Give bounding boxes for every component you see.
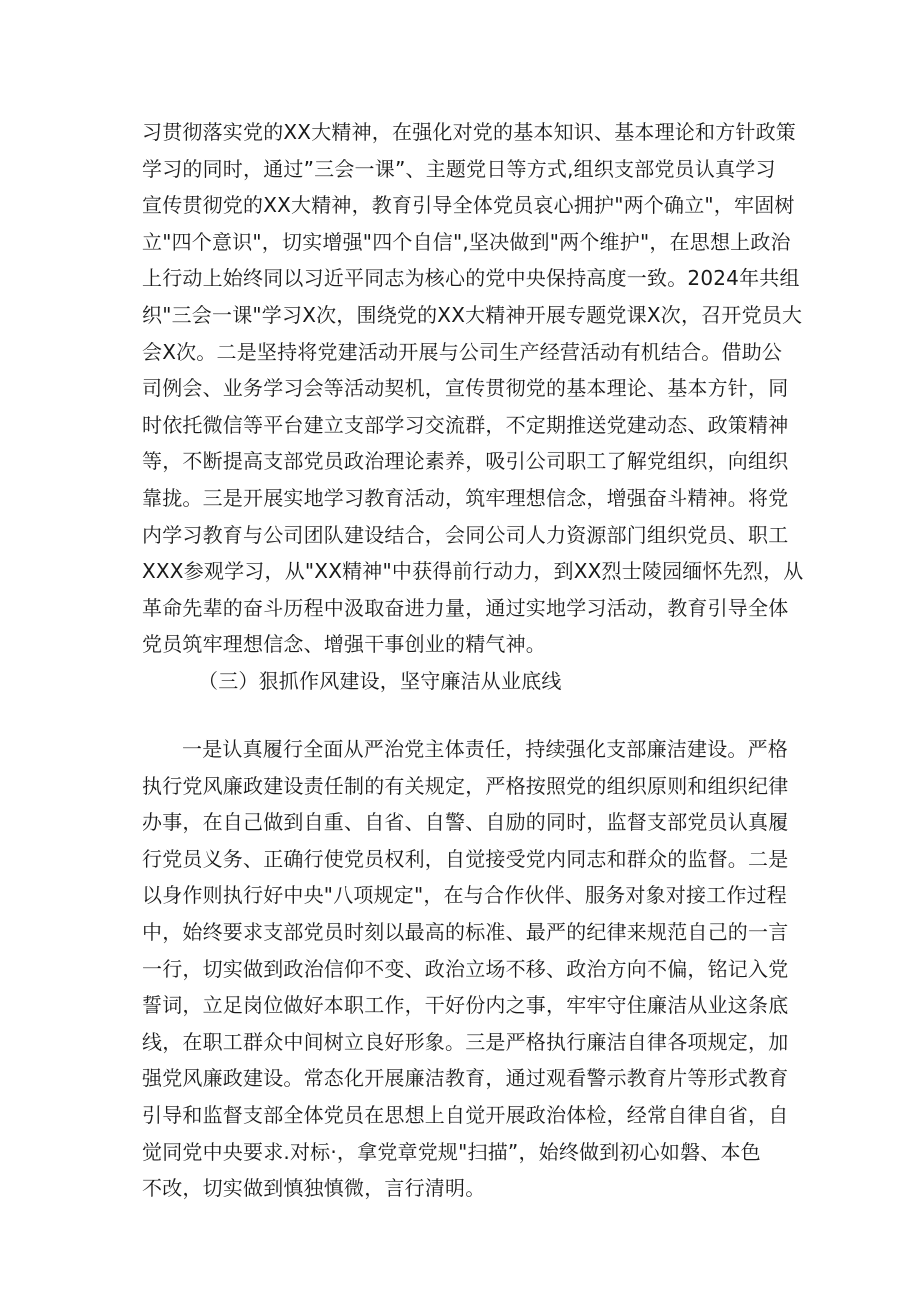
paragraph-line: 司例会、业务学习会等活动契机，宣传贯彻党的基本理论、基本方针，同 xyxy=(142,376,789,401)
paragraph-line: 行党员义务、正确行使党员权利，自觉接受党内同志和群众的监督。二是 xyxy=(142,846,789,871)
paragraph-line: 时依托微信等平台建立支部学习交流群，不定期推送党建动态、政策精神 xyxy=(142,412,789,437)
paragraph-line: 会X次。二是坚持将党建活动开展与公司生产经营活动有机结合。借助公 xyxy=(142,339,783,364)
paragraph-line: 引导和监督支部全体党员在思想上自觉开展政治体检，经常自律自省，自 xyxy=(142,1102,789,1127)
paragraph-line: 不改，切实做到慎独慎微，言行清明。 xyxy=(142,1176,486,1201)
paragraph-line: 学习的同时，通过”三会一课”、主题党日等方式,组织支部党员认真学习 xyxy=(142,156,776,181)
paragraph-line: 一是认真履行全面从严治党主体责任，持续强化支部廉洁建设。严格 xyxy=(182,737,788,761)
paragraph-line: 宣传贯彻党的XX大精神，教育引导全体党员哀心拥护"两个确立"，牢固树 xyxy=(142,193,795,218)
body-paragraph-2 xyxy=(142,731,789,1207)
paragraph-line: 强党风廉政建设。常态化开展廉洁教育，通过观看警示教育片等形式教育 xyxy=(142,1066,789,1091)
paragraph-line: 革命先辈的奋斗历程中汲取奋进力量，通过实地学习活动，教育引导全体 xyxy=(142,595,789,620)
paragraph-line: 以身作则执行好中央"八项规定"，在与合作伙伴、服务对象对接工作过程 xyxy=(142,883,787,908)
paragraph-line: 办事，在自己做到自重、自省、自警、自励的同时，监督支部党员认真履 xyxy=(142,810,789,835)
paragraph-line: 执行党风廉政建设责任制的有关规定，严格按照党的组织原则和组织纪律 xyxy=(142,773,789,798)
paragraph-line: 立"四个意识"，切实增强"四个自信",坚决做到"两个维护"，在思想上政治 xyxy=(142,229,791,254)
paragraph-line: 上行动上始终同以习近平同志为核心的党中央保持高度一致。2024年共组 xyxy=(142,266,800,291)
paragraph-line: 誓词，立足岗位做好本职工作，干好份内之事，牢牢守住廉洁从业这条底 xyxy=(142,993,789,1018)
section-heading xyxy=(198,663,838,700)
paragraph-line: XXX参观学习，从"XX精神"中获得前行动力，到XX烈士陵园缅怀先烈，从 xyxy=(142,559,804,584)
paragraph-line: 一行，切实做到政治信仰不变、政治立场不移、政治方向不偏，铭记入党 xyxy=(142,956,789,981)
paragraph-line: 中，始终要求支部党员时刻以最高的标准、最严的纪律来规范自己的一言 xyxy=(142,919,789,944)
paragraph-line: 觉同党中央要求.对标·，拿党章党规"扫描”，始终做到初心如磐、本色 xyxy=(142,1139,761,1164)
paragraph-line: 习贯彻落实党的XX大精神，在强化对党的基本知识、基本理论和方针政策 xyxy=(142,120,797,144)
paragraph-line: 线，在职工群众中间树立良好形象。三是严格执行廉洁自律各项规定，加 xyxy=(142,1029,789,1054)
body-paragraph-1 xyxy=(142,114,804,663)
paragraph-line: 靠拢。三是开展实地学习教育活动，筑牢理想信念，增强奋斗精神。将党 xyxy=(142,485,789,510)
paragraph-line: 等，不断提高支部党员政治理论素养，吸引公司职工了解党组织，向组织 xyxy=(142,449,789,474)
paragraph-line: 内学习教育与公司团队建设结合，会同公司人力资源部门组织党员、职工 xyxy=(142,522,789,547)
paragraph-line: 织"三会一课"学习X次，围绕党的XX大精神开展专题党课X次，召开党员大 xyxy=(142,302,803,327)
section-heading-text: （三）狠抓作风建设，坚守廉洁从业底线 xyxy=(198,669,562,693)
paragraph-line: 党员筑牢理想信念、增强干事创业的精气神。 xyxy=(142,632,546,657)
